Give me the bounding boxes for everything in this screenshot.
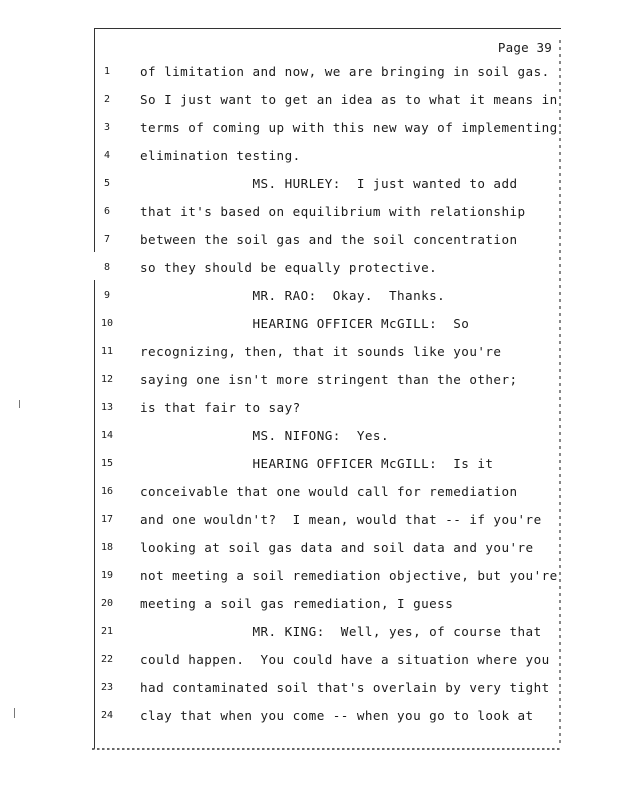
- line-number: 2: [103, 94, 111, 105]
- line-number: 15: [100, 458, 114, 469]
- transcript-line: [0, 622, 618, 642]
- line-text: HEARING OFFICER McGILL: So: [140, 316, 470, 331]
- transcript-line: [0, 146, 618, 166]
- transcript-line: [0, 314, 618, 334]
- line-number: 11: [100, 346, 114, 357]
- line-number: 9: [103, 290, 111, 301]
- line-text: so they should be equally protective.: [140, 260, 438, 275]
- line-number: 1: [103, 66, 111, 77]
- line-number: 14: [100, 430, 114, 441]
- transcript-line: [0, 706, 618, 726]
- line-text: MS. NIFONG: Yes.: [140, 428, 389, 443]
- line-text: HEARING OFFICER McGILL: Is it: [140, 456, 494, 471]
- transcript-line: [0, 650, 618, 670]
- transcript-line: [0, 62, 618, 82]
- line-text: recognizing, then, that it sounds like you're: [140, 344, 502, 359]
- transcript-line: [0, 398, 618, 418]
- transcript-line: [0, 230, 618, 250]
- transcript-line: [0, 258, 618, 278]
- transcript-line: [0, 566, 618, 586]
- line-number: 19: [100, 570, 114, 581]
- line-text: saying one isn't more stringent than the other;: [140, 372, 518, 387]
- transcript-line: [0, 454, 618, 474]
- line-number: 20: [100, 598, 114, 609]
- line-number: 4: [103, 150, 111, 161]
- line-text: between the soil gas and the soil concentration: [140, 232, 518, 247]
- line-text: had contaminated soil that's overlain by very tight: [140, 680, 550, 695]
- transcript-line: [0, 342, 618, 362]
- line-number: 6: [103, 206, 111, 217]
- line-number: 24: [100, 710, 114, 721]
- transcript-line: [0, 174, 618, 194]
- line-text: meeting a soil gas remediation, I guess: [140, 596, 454, 611]
- line-text: MS. HURLEY: I just wanted to add: [140, 176, 518, 191]
- transcript-line: [0, 118, 618, 138]
- line-text: elimination testing.: [140, 148, 301, 163]
- line-number: 7: [103, 234, 111, 245]
- line-text: looking at soil gas data and soil data and you're: [140, 540, 534, 555]
- transcript-line: [0, 370, 618, 390]
- line-text: MR. KING: Well, yes, of course that: [140, 624, 542, 639]
- transcript-line: [0, 482, 618, 502]
- line-number: 3: [103, 122, 111, 133]
- line-text: So I just want to get an idea as to what it means in: [140, 92, 558, 107]
- line-number: 16: [100, 486, 114, 497]
- line-text: of limitation and now, we are bringing in soil gas.: [140, 64, 550, 79]
- line-text: not meeting a soil remediation objective, but you're: [140, 568, 558, 583]
- line-number: 18: [100, 542, 114, 553]
- line-number: 17: [100, 514, 114, 525]
- bottom-dotted-line: [92, 748, 562, 750]
- page-number: Page 39: [497, 40, 552, 55]
- line-number: 10: [100, 318, 114, 329]
- line-text: that it's based on equilibrium with relationship: [140, 204, 526, 219]
- transcript-line: [0, 426, 618, 446]
- transcript-line: [0, 510, 618, 530]
- line-text: conceivable that one would call for remediation: [140, 484, 518, 499]
- line-text: is that fair to say?: [140, 400, 301, 415]
- line-number: 22: [100, 654, 114, 665]
- line-text: could happen. You could have a situation where you: [140, 652, 550, 667]
- line-text: terms of coming up with this new way of implementing: [140, 120, 558, 135]
- line-number: 12: [100, 374, 114, 385]
- transcript-line: [0, 594, 618, 614]
- line-text: MR. RAO: Okay. Thanks.: [140, 288, 446, 303]
- line-number: 5: [103, 178, 111, 189]
- line-number: 21: [100, 626, 114, 637]
- transcript-line: [0, 90, 618, 110]
- transcript-line: [0, 286, 618, 306]
- line-number: 13: [100, 402, 114, 413]
- transcript-line: [0, 538, 618, 558]
- transcript-line: [0, 678, 618, 698]
- line-text: and one wouldn't? I mean, would that -- if you're: [140, 512, 542, 527]
- line-number: 23: [100, 682, 114, 693]
- line-text: clay that when you come -- when you go to look at: [140, 708, 534, 723]
- line-number: 8: [103, 262, 111, 273]
- transcript-line: [0, 202, 618, 222]
